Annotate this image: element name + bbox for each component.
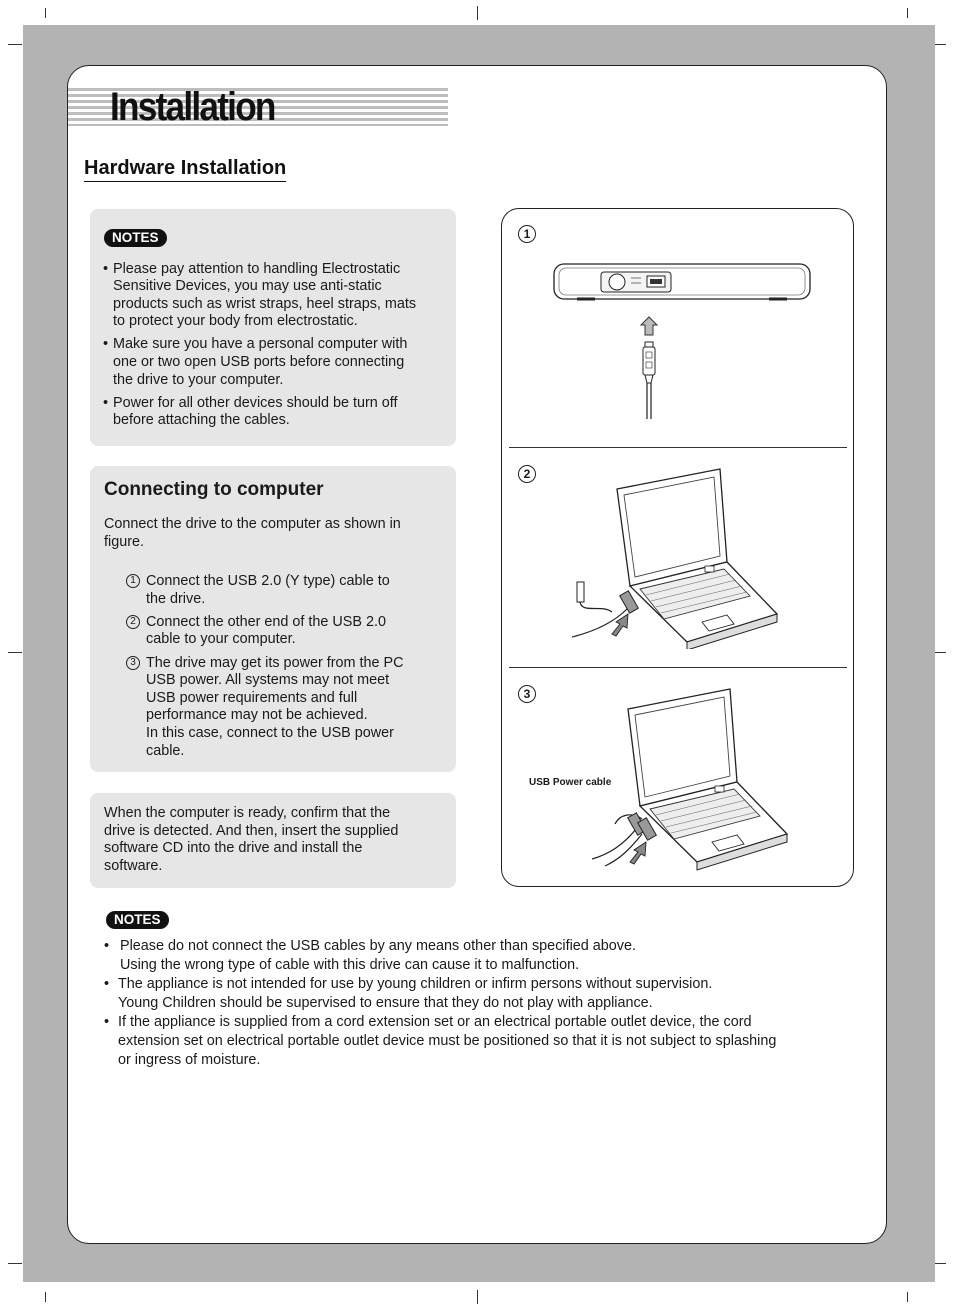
figure-divider [509,447,847,448]
bottom-notes-item [103,975,843,1013]
bottom-notes-line: or ingress of moisture. [118,1052,261,1068]
confirm-line: software. [104,857,163,874]
figure-panel [501,208,854,887]
notes-line: Sensitive Devices, you may use anti-static [113,278,382,295]
step-item [126,655,442,761]
step-line: cable. [146,742,185,759]
crop-mark [907,1292,908,1302]
crop-mark [477,6,478,20]
step-line: Connect the other end of the USB 2.0 [146,613,387,630]
step-line: USB power requirements and full [146,689,358,706]
bottom-notes-list [103,937,843,1070]
manual-page [67,65,887,1244]
bottom-notes-item [103,1013,843,1070]
notes-line: • Power for all other devices should be turn off [113,394,398,411]
page-title: Installation [110,85,275,129]
steps-list [104,573,442,760]
figure-number: 3 [518,685,536,703]
notes-line: one or two open USB ports before connecting [113,354,405,371]
confirm-line: When the computer is ready, confirm that the [104,805,391,821]
bottom-notes-item [103,937,843,975]
notes-badge: NOTES [106,911,169,929]
connecting-title: Connecting to computer [104,479,324,500]
intro-line: Connect the drive to the computer as shown in [104,516,401,532]
step-line: Connect the USB 2.0 (Y type) cable to [146,573,390,590]
notes-line: • Make sure you have a personal computer with [113,336,408,353]
notes-box [90,209,456,446]
notes-line: before attaching the cables. [113,412,290,429]
notes-line: • Please pay attention to handling Electrostatic [113,260,401,277]
bottom-notes-line: extension set on electrical portable outlet device must be positioned so that it is not subject to splashing [118,1033,777,1049]
bottom-notes-line: • The appliance is not intended for use by young children or infirm persons without supervision. [118,976,713,992]
crop-mark [45,8,46,18]
drive-usb-illustration [547,259,817,419]
notes-item [104,261,442,331]
bottom-notes [103,911,843,1070]
step-number: 3 [126,656,140,670]
figure-number: 1 [518,225,536,243]
confirm-line: drive is detected. And then, insert the supplied [104,822,399,839]
step-item [126,614,442,649]
bottom-notes-line: • If the appliance is supplied from a cord extension set or an electrical portable outlet device, the cord [118,1014,752,1030]
figure-divider [509,667,847,668]
laptop-connect-illustration [572,464,802,649]
confirm-line: software CD into the drive and install the [104,840,363,857]
crop-mark [477,1290,478,1304]
notes-line: the drive to your computer. [113,371,284,388]
confirm-box [90,793,456,888]
notes-item [104,336,442,389]
step-line: USB power. All systems may not meet [146,672,390,689]
step-line: the drive. [146,590,206,607]
section-title: Hardware Installation [84,156,286,182]
figure-number: 2 [518,465,536,483]
step-line: cable to your computer. [146,631,296,648]
connecting-intro [104,516,442,551]
step-line: The drive may get its power from the PC [146,654,404,671]
laptop-power-cable-illustration [590,684,810,874]
step-line: performance may not be achieved. [146,707,368,724]
notes-item [104,395,442,430]
crop-mark [45,1292,46,1302]
crop-mark [8,44,22,45]
crop-mark [8,652,22,653]
crop-mark [907,8,908,18]
notes-line: to protect your body from electrostatic. [113,313,358,330]
notes-line: products such as wrist straps, heel straps, mats [113,295,417,312]
notes-badge: NOTES [104,229,167,247]
intro-line: figure. [104,533,144,550]
notes-list [104,261,442,430]
bottom-notes-line: Young Children should be supervised to ensure that they do not play with appliance. [118,995,653,1011]
bottom-notes-line: Using the wrong type of cable with this drive can cause it to malfunction. [120,957,580,973]
crop-mark [8,1263,22,1264]
step-number: 1 [126,574,140,588]
step-line: In this case, connect to the USB power [146,724,394,741]
step-number: 2 [126,615,140,629]
bottom-notes-line: • Please do not connect the USB cables by any means other than specified above. [120,938,636,954]
connecting-box [90,466,456,772]
usb-power-cable-label: USB Power cable [529,777,612,788]
step-item [126,573,442,608]
